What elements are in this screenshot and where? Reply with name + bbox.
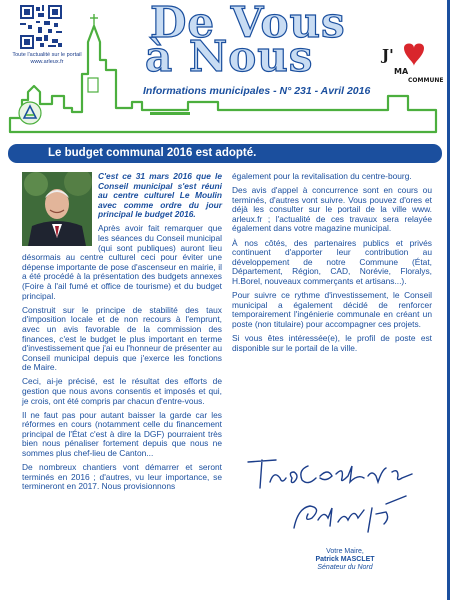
body-paragraph: Des avis d'appel à concurrence sont en cours ou terminés, d'autres vont suivre. Vous pouvez d'ores et déjà les consulter sur le portail de la ville www. arleux.fr ; l'actualité de ces travaux sera relayée également dans votre magazine municipal. xyxy=(232,185,432,234)
heart-logo-icon xyxy=(380,38,444,84)
mayor-portrait xyxy=(22,172,92,246)
signoff-block xyxy=(300,548,390,572)
signatory-role: Sénateur du Nord xyxy=(317,564,373,571)
headline-text: Le budget communal 2016 est adopté. xyxy=(48,147,257,159)
body-paragraph: Ceci, ai-je précisé, est le résultat des efforts de gestion que nous avons consentis et imposés et qui, je crois, ont été compris par chacun d'entre-vous. xyxy=(22,376,222,406)
body-paragraph: également pour la revitalisation du centre-bourg. xyxy=(232,171,412,181)
body-paragraph: Après avoir fait remarquer que les séances du Conseil municipal (qui sont publiques) auront lieu désormais au centre culturel ceci pour éviter une dépense importante de pose d'ascenseur en mairie, il a été procédé à la présentation des budgets annexes (Foire à l'ail fumé et office de tourisme) et du budget principal. xyxy=(22,223,222,301)
town-logo-icon xyxy=(17,100,43,126)
masthead xyxy=(0,0,450,136)
left-column xyxy=(22,172,222,496)
qr-code[interactable] xyxy=(20,5,62,49)
svg-text:MA: MA xyxy=(394,67,409,76)
qr-caption: Toute l'actualité sur le portail www.arleux.fr xyxy=(12,52,82,65)
masthead-title-line1: De Vous xyxy=(150,0,346,47)
lead-paragraph: C'est ce 31 mars 2016 que le Conseil municipal s'est réuni au centre culturel Le Moulin avec comme ordre du jour principal le budget 2016. xyxy=(98,171,222,220)
issue-subtitle: Informations municipales - N° 231 - Avril 2016 xyxy=(143,85,371,97)
body-paragraph: Si vous êtes intéressée(e), le profil de poste est disponible sur le portail de la ville. xyxy=(232,332,432,353)
body-paragraph: À nos côtés, des partenaires publics et privés continuent d'apporter leur contribution au développement de notre Commune (État, Département, Région, CAD, Norévie, Floralys, H.Borel, nouveaux commerçants et artisans...). xyxy=(232,237,432,286)
body-paragraph: Construit sur le principe de stabilité des taux d'imposition locale et de non recours à l'emprunt, avec un avis favorable de la commission des finances, c'est le budget le plus important en terme d'investissement que j'ai eu l'honneur de présenter au Conseil municipal depuis que j'exerce les fonctions de Maire. xyxy=(22,304,222,373)
svg-text:COMMUNE: COMMUNE xyxy=(408,77,444,84)
closing-line: Votre Maire, xyxy=(326,548,364,555)
right-column xyxy=(232,172,432,358)
body-paragraph: Pour suivre ce rythme d'investissement, le Conseil municipal a également décidé de renforcer temporairement l'ingénierie communale en créant un poste (non titulaire) pour accompagner ces projets. xyxy=(232,290,432,329)
headline-banner xyxy=(8,144,442,163)
handwritten-signature xyxy=(236,448,436,544)
svg-text:J': J' xyxy=(382,46,394,64)
body-paragraph: De nombreux chantiers vont démarrer et seront terminés en 2016 ; d'autres, vu leur importance, se termineront en 2017. Nous provisionnons xyxy=(22,462,222,492)
body-paragraph: Il ne faut pas pour autant baisser la garde car les réformes en cours (notamment celle du financement principal de l'État c'est à dire la DGF) pourraient très bien nous pénaliser fortement depuis que nous ne sommes plus chef-lieu de Canton... xyxy=(22,409,222,459)
signatory-name: Patrick MASCLET xyxy=(315,556,375,563)
masthead-title-line2: à Nous xyxy=(145,32,314,81)
